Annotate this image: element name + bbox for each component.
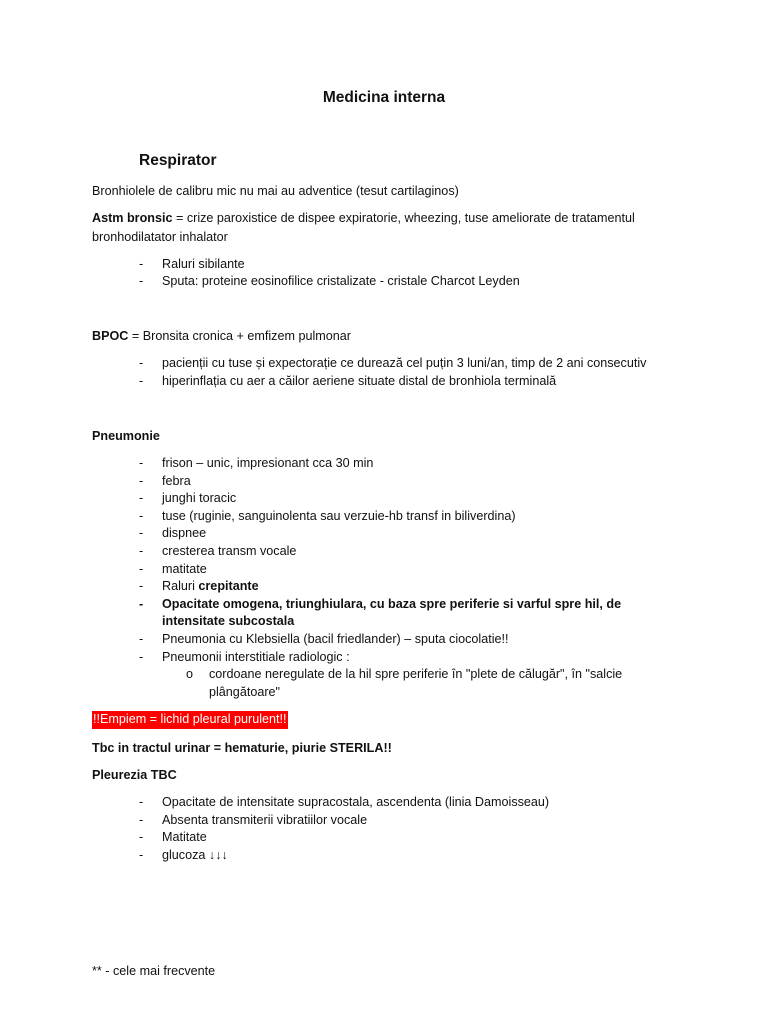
list-item: tuse (ruginie, sanguinolenta sau verzuie-hb transf in biliverdina): [162, 509, 516, 523]
raluri-bold: crepitante: [198, 579, 259, 593]
bullet-dash: -: [139, 526, 144, 540]
section-heading: Respirator: [139, 152, 217, 169]
bullet-dash: -: [139, 509, 144, 523]
list-item: dispnee: [162, 526, 207, 540]
empiem-highlight: !!Empiem = lichid pleural purulent!!: [92, 711, 288, 729]
astm-term: Astm bronsic: [92, 211, 173, 225]
intro-paragraph: Bronhiolele de calibru mic nu mai au adventice (tesut cartilaginos): [92, 184, 459, 198]
bpoc-term: BPOC: [92, 329, 129, 343]
pneumonie-heading: Pneumonie: [92, 429, 160, 443]
list-item: febra: [162, 474, 191, 488]
astm-definition-text: = crize paroxistice de dispee expiratorie, wheezing, tuse ameliorate de tratamentul: [172, 211, 635, 225]
tbc-urinar-line: Tbc in tractul urinar = hematurie, piurie STERILA!!: [92, 741, 392, 755]
bpoc-definition: [92, 328, 351, 346]
astm-definition-line2: bronhodilatator inhalator: [92, 230, 228, 244]
list-item: cresterea transm vocale: [162, 544, 297, 558]
astm-definition: [92, 210, 635, 228]
list-item: Pneumonii interstitiale radiologic :: [162, 650, 350, 664]
list-item: matitate: [162, 562, 207, 576]
sub-bullet-circle: o: [186, 667, 194, 681]
sub-list-item-line2: plângătoare": [209, 685, 280, 699]
list-item: Pneumonia cu Klebsiella (bacil friedlander) – sputa ciocolatie!!: [162, 632, 509, 646]
raluri-prefix: Raluri: [162, 579, 199, 593]
list-item: junghi toracic: [162, 491, 237, 505]
bullet-dash: -: [139, 374, 144, 388]
bullet-dash: -: [139, 632, 144, 646]
bullet-dash: -: [139, 456, 144, 470]
pleurezia-heading: Pleurezia TBC: [92, 768, 177, 782]
bullet-dash: -: [139, 795, 144, 809]
bullet-dash: -: [139, 579, 144, 593]
list-item: frison – unic, impresionant cca 30 min: [162, 456, 374, 470]
bullet-dash: -: [139, 356, 144, 370]
list-item: pacienții cu tuse și expectorație ce durează cel puțin 3 luni/an, timp de 2 ani consecutiv: [162, 356, 647, 370]
bullet-dash: -: [139, 274, 144, 288]
list-item: Raluri sibilante: [162, 257, 245, 271]
bullet-dash: -: [139, 830, 144, 844]
footnote: ** - cele mai frecvente: [92, 964, 216, 978]
bullet-dash: -: [139, 597, 144, 611]
list-item: Opacitate de intensitate supracostala, ascendenta (linia Damoisseau): [162, 795, 550, 809]
list-item: glucoza ↓↓↓: [162, 848, 228, 862]
list-item-opacitate: Opacitate omogena, triunghiulara, cu baza spre periferie si varful spre hil, de: [162, 597, 622, 611]
bullet-dash: -: [139, 562, 144, 576]
bpoc-definition-text: = Bronsita cronica + emfizem pulmonar: [128, 329, 351, 343]
list-item-opacitate-line2: intensitate subcostala: [162, 614, 295, 628]
bullet-dash: -: [139, 544, 144, 558]
list-item: hiperinflația cu aer a căilor aeriene situate distal de bronhiola terminală: [162, 374, 557, 388]
bullet-dash: -: [139, 491, 144, 505]
bullet-dash: -: [139, 474, 144, 488]
bullet-dash: -: [139, 848, 144, 862]
bullet-dash: -: [139, 257, 144, 271]
bullet-dash: -: [139, 813, 144, 827]
list-item-raluri: [162, 578, 259, 596]
bullet-dash: -: [139, 650, 144, 664]
list-item: Absenta transmiterii vibratiilor vocale: [162, 813, 368, 827]
page-title: Medicina interna: [322, 89, 446, 106]
sub-list-item: cordoane neregulate de la hil spre periferie în "plete de călugăr", în "salcie: [209, 667, 623, 681]
list-item: Matitate: [162, 830, 207, 844]
list-item: Sputa: proteine eosinofilice cristalizate - cristale Charcot Leyden: [162, 274, 520, 288]
